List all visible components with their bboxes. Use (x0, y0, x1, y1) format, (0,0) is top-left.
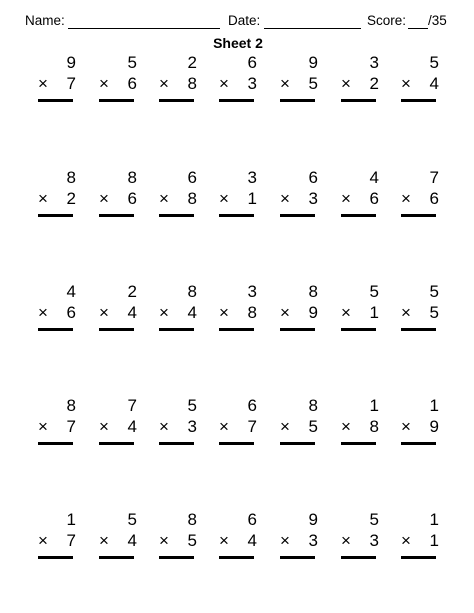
multiplicand: 4 (66, 282, 76, 301)
answer-line[interactable] (38, 328, 73, 331)
answer-line[interactable] (99, 556, 134, 559)
times-sign: × (280, 189, 290, 208)
multiplication-problem (401, 510, 441, 570)
multiplier: 4 (247, 531, 257, 550)
multiplication-problem (159, 396, 199, 456)
multiplier: 1 (247, 189, 257, 208)
multiplier: 3 (308, 189, 318, 208)
multiplicand: 1 (66, 510, 76, 529)
multiplicand: 5 (369, 282, 379, 301)
multiplication-problem (38, 396, 78, 456)
multiplier: 5 (308, 74, 318, 93)
multiplier: 4 (127, 417, 137, 436)
multiplier: 7 (66, 74, 76, 93)
multiplicand: 8 (66, 396, 76, 415)
multiplier: 8 (369, 417, 379, 436)
multiplication-problem (219, 168, 259, 228)
answer-line[interactable] (38, 442, 73, 445)
multiplier: 4 (127, 531, 137, 550)
multiplier: 3 (308, 531, 318, 550)
multiplier: 6 (369, 189, 379, 208)
times-sign: × (401, 189, 411, 208)
multiplicand: 5 (187, 396, 197, 415)
answer-line[interactable] (341, 328, 376, 331)
times-sign: × (219, 189, 229, 208)
answer-line[interactable] (401, 442, 436, 445)
answer-line[interactable] (99, 214, 134, 217)
times-sign: × (280, 74, 290, 93)
times-sign: × (219, 74, 229, 93)
times-sign: × (401, 303, 411, 322)
times-sign: × (219, 531, 229, 550)
multiplier: 9 (429, 417, 439, 436)
multiplication-problem (99, 510, 139, 570)
answer-line[interactable] (280, 328, 315, 331)
multiplicand: 2 (187, 53, 197, 72)
answer-line[interactable] (38, 99, 73, 102)
answer-line[interactable] (401, 214, 436, 217)
times-sign: × (280, 417, 290, 436)
answer-line[interactable] (99, 99, 134, 102)
multiplication-problem (99, 53, 139, 113)
multiplicand: 8 (187, 510, 197, 529)
multiplication-problem (219, 510, 259, 570)
multiplicand: 6 (247, 396, 257, 415)
answer-line[interactable] (401, 99, 436, 102)
answer-line[interactable] (219, 328, 254, 331)
answer-line[interactable] (219, 442, 254, 445)
answer-line[interactable] (219, 99, 254, 102)
multiplier: 1 (369, 303, 379, 322)
score-label: Score: (367, 13, 407, 28)
times-sign: × (99, 531, 109, 550)
times-sign: × (159, 189, 169, 208)
multiplication-problem (280, 168, 320, 228)
multiplier: 5 (429, 303, 439, 322)
times-sign: × (99, 74, 109, 93)
multiplier: 3 (187, 417, 197, 436)
answer-line[interactable] (99, 442, 134, 445)
multiplier: 4 (187, 303, 197, 322)
multiplicand: 9 (308, 510, 318, 529)
answer-line[interactable] (401, 328, 436, 331)
multiplication-problem (401, 396, 441, 456)
times-sign: × (38, 303, 48, 322)
times-sign: × (401, 417, 411, 436)
multiplier: 4 (127, 303, 137, 322)
multiplication-problem (280, 53, 320, 113)
times-sign: × (219, 417, 229, 436)
answer-line[interactable] (159, 556, 194, 559)
multiplication-problem (341, 168, 381, 228)
times-sign: × (401, 74, 411, 93)
answer-line[interactable] (99, 328, 134, 331)
multiplication-problem (99, 282, 139, 342)
multiplication-problem (280, 396, 320, 456)
multiplicand: 9 (66, 53, 76, 72)
answer-line[interactable] (159, 442, 194, 445)
times-sign: × (341, 417, 351, 436)
multiplicand: 5 (369, 510, 379, 529)
sheet-title: Sheet 2 (213, 35, 263, 51)
times-sign: × (38, 74, 48, 93)
multiplicand: 5 (127, 53, 137, 72)
multiplier: 8 (187, 74, 197, 93)
answer-line[interactable] (219, 556, 254, 559)
multiplier: 4 (429, 74, 439, 93)
multiplicand: 6 (247, 510, 257, 529)
multiplicand: 6 (187, 168, 197, 187)
multiplication-problem (38, 53, 78, 113)
multiplicand: 5 (127, 510, 137, 529)
multiplier: 6 (127, 189, 137, 208)
multiplication-problem (159, 168, 199, 228)
multiplier: 3 (369, 531, 379, 550)
multiplication-problem (341, 510, 381, 570)
times-sign: × (341, 74, 351, 93)
times-sign: × (401, 531, 411, 550)
times-sign: × (159, 417, 169, 436)
multiplicand: 5 (429, 53, 439, 72)
times-sign: × (280, 531, 290, 550)
times-sign: × (341, 531, 351, 550)
multiplication-problem (159, 53, 199, 113)
multiplicand: 3 (247, 168, 257, 187)
multiplier: 5 (308, 417, 318, 436)
multiplier: 3 (247, 74, 257, 93)
multiplier: 9 (308, 303, 318, 322)
multiplication-problem (38, 282, 78, 342)
answer-line[interactable] (38, 214, 73, 217)
multiplication-problem (219, 396, 259, 456)
multiplication-problem (159, 282, 199, 342)
multiplicand: 1 (429, 510, 439, 529)
multiplication-problem (99, 168, 139, 228)
multiplication-problem (341, 396, 381, 456)
multiplication-problem (38, 510, 78, 570)
multiplier: 8 (187, 189, 197, 208)
answer-line[interactable] (219, 214, 254, 217)
times-sign: × (99, 417, 109, 436)
multiplicand: 7 (127, 396, 137, 415)
multiplication-problem (219, 53, 259, 113)
multiplier: 6 (429, 189, 439, 208)
times-sign: × (341, 189, 351, 208)
multiplication-problem (280, 282, 320, 342)
answer-line[interactable] (280, 99, 315, 102)
answer-line[interactable] (341, 442, 376, 445)
multiplicand: 8 (308, 282, 318, 301)
answer-line[interactable] (341, 99, 376, 102)
multiplication-problem (280, 510, 320, 570)
multiplier: 7 (66, 531, 76, 550)
multiplicand: 6 (308, 168, 318, 187)
multiplication-problem (219, 282, 259, 342)
multiplicand: 3 (369, 53, 379, 72)
multiplicand: 8 (187, 282, 197, 301)
multiplication-problem (401, 53, 441, 113)
multiplication-problem (99, 396, 139, 456)
answer-line[interactable] (38, 556, 73, 559)
multiplier: 6 (66, 303, 76, 322)
multiplicand: 8 (308, 396, 318, 415)
multiplier: 6 (127, 74, 137, 93)
multiplicand: 5 (429, 282, 439, 301)
times-sign: × (280, 303, 290, 322)
multiplier: 7 (247, 417, 257, 436)
times-sign: × (159, 531, 169, 550)
multiplicand: 1 (369, 396, 379, 415)
times-sign: × (159, 303, 169, 322)
multiplication-problem (401, 168, 441, 228)
answer-line[interactable] (159, 328, 194, 331)
multiplicand: 8 (127, 168, 137, 187)
multiplier: 2 (369, 74, 379, 93)
name-label: Name: (25, 13, 65, 28)
multiplicand: 4 (369, 168, 379, 187)
multiplier: 2 (66, 189, 76, 208)
answer-line[interactable] (280, 442, 315, 445)
times-sign: × (159, 74, 169, 93)
answer-line[interactable] (341, 556, 376, 559)
times-sign: × (38, 417, 48, 436)
multiplicand: 7 (429, 168, 439, 187)
multiplication-problem (159, 510, 199, 570)
multiplier: 8 (247, 303, 257, 322)
date-label: Date: (228, 13, 261, 28)
times-sign: × (99, 189, 109, 208)
answer-line[interactable] (341, 214, 376, 217)
times-sign: × (341, 303, 351, 322)
multiplier: 7 (66, 417, 76, 436)
multiplication-problem (401, 282, 441, 342)
multiplier: 5 (187, 531, 197, 550)
multiplication-problem (341, 282, 381, 342)
answer-line[interactable] (401, 556, 436, 559)
answer-line[interactable] (159, 99, 194, 102)
multiplicand: 6 (247, 53, 257, 72)
times-sign: × (219, 303, 229, 322)
multiplicand: 8 (66, 168, 76, 187)
multiplicand: 2 (127, 282, 137, 301)
multiplicand: 3 (247, 282, 257, 301)
times-sign: × (38, 531, 48, 550)
multiplication-problem (341, 53, 381, 113)
multiplicand: 9 (308, 53, 318, 72)
times-sign: × (99, 303, 109, 322)
answer-line[interactable] (280, 214, 315, 217)
score-total: /35 (428, 13, 447, 28)
times-sign: × (38, 189, 48, 208)
answer-line[interactable] (280, 556, 315, 559)
multiplier: 1 (429, 531, 439, 550)
multiplicand: 1 (429, 396, 439, 415)
answer-line[interactable] (159, 214, 194, 217)
multiplication-problem (38, 168, 78, 228)
